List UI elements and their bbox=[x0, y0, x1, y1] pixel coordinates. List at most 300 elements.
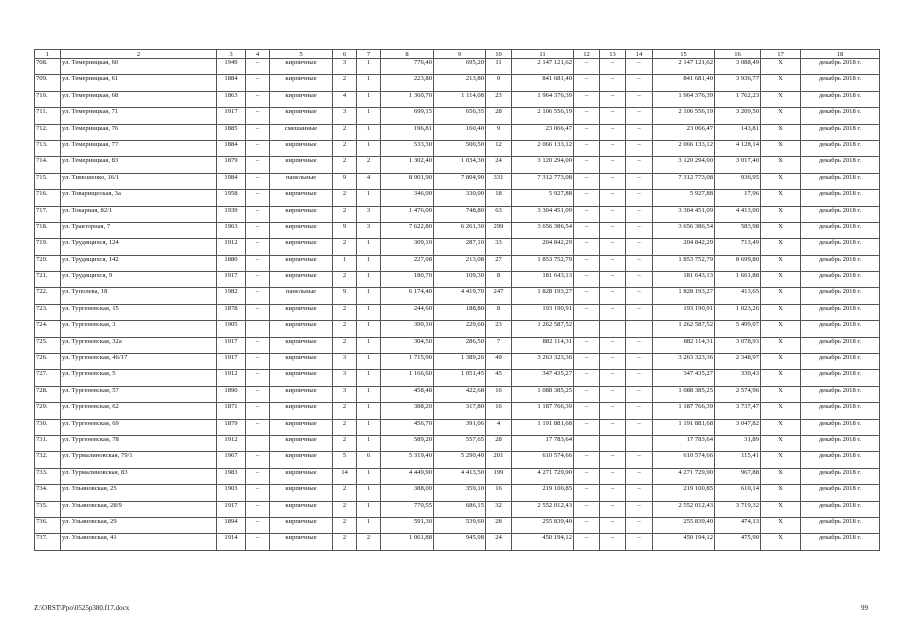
table-cell: – bbox=[626, 354, 653, 370]
table-cell: 1 187 766,39 bbox=[512, 403, 574, 419]
table-cell: 1 bbox=[357, 501, 381, 517]
table-cell: 1 bbox=[357, 91, 381, 107]
table-cell: 0 bbox=[486, 75, 512, 91]
table-cell bbox=[600, 435, 626, 451]
table-cell: 737. bbox=[35, 534, 61, 550]
column-number-cell: 18 bbox=[801, 50, 880, 59]
table-cell: 591,30 bbox=[381, 517, 434, 533]
table-cell: – bbox=[246, 386, 270, 402]
table-cell: X bbox=[761, 321, 801, 337]
table-cell: X bbox=[761, 255, 801, 271]
table-cell: декабрь 2018 г. bbox=[801, 91, 880, 107]
column-number-cell: 7 bbox=[357, 50, 381, 59]
table-cell: 882 114,31 bbox=[512, 337, 574, 353]
table-cell: декабрь 2018 г. bbox=[801, 75, 880, 91]
table-cell: – bbox=[574, 452, 600, 468]
table-cell: 1 bbox=[333, 255, 357, 271]
table-cell: кирпичные bbox=[270, 354, 333, 370]
table-cell: 213,80 bbox=[434, 75, 486, 91]
table-cell: 3 017,40 bbox=[715, 157, 761, 173]
table-cell: 31,89 bbox=[715, 435, 761, 451]
table-cell: 347 435,27 bbox=[512, 370, 574, 386]
table-cell: 1912 bbox=[217, 435, 246, 451]
table-cell: 5 319,40 bbox=[381, 452, 434, 468]
table-row bbox=[35, 534, 880, 550]
table-cell: декабрь 2018 г. bbox=[801, 206, 880, 222]
table-cell: – bbox=[574, 304, 600, 320]
table-cell: – bbox=[246, 59, 270, 75]
table-cell: декабрь 2018 г. bbox=[801, 304, 880, 320]
table-cell: – bbox=[626, 173, 653, 189]
table-cell: 1 bbox=[357, 419, 381, 435]
table-cell: 1 360,70 bbox=[381, 91, 434, 107]
table-cell: – bbox=[626, 370, 653, 386]
table-cell: – bbox=[246, 288, 270, 304]
table-cell: X bbox=[761, 75, 801, 91]
table-cell: 1 302,40 bbox=[381, 157, 434, 173]
table-cell: – bbox=[600, 157, 626, 173]
table-cell: 1 bbox=[357, 517, 381, 533]
table-cell: – bbox=[626, 452, 653, 468]
table-cell: 882 114,31 bbox=[653, 337, 715, 353]
table-cell bbox=[246, 435, 270, 451]
table-cell: 2 552 012,43 bbox=[653, 501, 715, 517]
table-cell: 3 737,47 bbox=[715, 403, 761, 419]
housing-table bbox=[34, 49, 880, 551]
table-cell: 748,80 bbox=[434, 206, 486, 222]
table-cell: – bbox=[246, 468, 270, 484]
table-cell: – bbox=[600, 501, 626, 517]
table-cell: – bbox=[246, 222, 270, 238]
table-cell: 8 901,90 bbox=[381, 173, 434, 189]
table-cell: 181 643,13 bbox=[512, 272, 574, 288]
table-cell: 213,08 bbox=[434, 255, 486, 271]
table-cell: 533,30 bbox=[381, 140, 434, 156]
table-cell: 1 051,45 bbox=[434, 370, 486, 386]
table-cell: 143,81 bbox=[715, 124, 761, 140]
table-cell: – bbox=[626, 468, 653, 484]
table-cell: 841 681,40 bbox=[653, 75, 715, 91]
table-cell: – bbox=[626, 403, 653, 419]
table-cell: X bbox=[761, 386, 801, 402]
table-cell: декабрь 2018 г. bbox=[801, 501, 880, 517]
column-number-cell: 1 bbox=[35, 50, 61, 59]
table-cell: X bbox=[761, 501, 801, 517]
table-cell: 388,20 bbox=[381, 403, 434, 419]
table-cell: X bbox=[761, 337, 801, 353]
table-cell: 304,50 bbox=[381, 337, 434, 353]
table-cell: – bbox=[246, 534, 270, 550]
table-cell: 2 bbox=[333, 403, 357, 419]
table-cell: 2 bbox=[357, 534, 381, 550]
table-cell: 699,15 bbox=[381, 108, 434, 124]
table-cell: кирпичные bbox=[270, 435, 333, 451]
table-cell: 5 927,88 bbox=[653, 190, 715, 206]
table-cell: 4 419,70 bbox=[434, 288, 486, 304]
table-cell: – bbox=[626, 485, 653, 501]
table-cell: декабрь 2018 г. bbox=[801, 452, 880, 468]
table-cell: – bbox=[600, 206, 626, 222]
table-cell: – bbox=[246, 255, 270, 271]
table-cell: 3 656 386,54 bbox=[512, 222, 574, 238]
table-cell: 1 262 587,52 bbox=[653, 321, 715, 337]
table-cell: кирпичные bbox=[270, 140, 333, 156]
column-number-cell: 6 bbox=[333, 50, 357, 59]
table-cell: кирпичные bbox=[270, 321, 333, 337]
table-cell: 557,65 bbox=[434, 435, 486, 451]
document-page bbox=[34, 49, 879, 551]
table-cell: 3 936,77 bbox=[715, 75, 761, 91]
table-cell: 967,88 bbox=[715, 468, 761, 484]
table-cell: – bbox=[600, 337, 626, 353]
table-cell: декабрь 2018 г. bbox=[801, 157, 880, 173]
table-cell: ул. Тургеневская, 78 bbox=[61, 435, 217, 451]
table-cell: – bbox=[574, 140, 600, 156]
table-row bbox=[35, 108, 880, 124]
table-cell: 1 034,30 bbox=[434, 157, 486, 173]
table-cell: 539,60 bbox=[434, 517, 486, 533]
table-cell: X bbox=[761, 534, 801, 550]
table-cell: ул. Тракторная, 7 bbox=[61, 222, 217, 238]
table-cell: кирпичные bbox=[270, 403, 333, 419]
table-cell: декабрь 2018 г. bbox=[801, 370, 880, 386]
table-cell: – bbox=[574, 501, 600, 517]
table-cell: ул. Тургеневская, 62 bbox=[61, 403, 217, 419]
table-cell: – bbox=[626, 140, 653, 156]
table-cell: 3 bbox=[333, 354, 357, 370]
table-cell: – bbox=[574, 91, 600, 107]
table-cell: ул. Темерницкая, 77 bbox=[61, 140, 217, 156]
table-cell: 1 bbox=[357, 468, 381, 484]
column-number-cell: 10 bbox=[486, 50, 512, 59]
table-cell: 2 106 556,19 bbox=[512, 108, 574, 124]
table-cell: X bbox=[761, 108, 801, 124]
table-cell: X bbox=[761, 485, 801, 501]
table-cell: 2 348,97 bbox=[715, 354, 761, 370]
table-cell: декабрь 2018 г. bbox=[801, 140, 880, 156]
table-cell: 287,10 bbox=[434, 239, 486, 255]
table-cell bbox=[600, 321, 626, 337]
table-cell: 474,13 bbox=[715, 517, 761, 533]
table-cell: 1 828 193,27 bbox=[512, 288, 574, 304]
table-cell: 17,96 bbox=[715, 190, 761, 206]
table-cell: – bbox=[246, 190, 270, 206]
table-cell: декабрь 2018 г. bbox=[801, 403, 880, 419]
table-cell: – bbox=[626, 157, 653, 173]
table-cell: – bbox=[600, 272, 626, 288]
table-cell: 1 476,00 bbox=[381, 206, 434, 222]
table-cell: 4 bbox=[486, 419, 512, 435]
column-number-cell: 3 bbox=[217, 50, 246, 59]
table-cell: 5 499,07 bbox=[715, 321, 761, 337]
table-cell: 3 656 386,54 bbox=[653, 222, 715, 238]
table-cell: – bbox=[600, 419, 626, 435]
table-row bbox=[35, 354, 880, 370]
table-cell: 2 bbox=[333, 304, 357, 320]
table-cell: – bbox=[246, 452, 270, 468]
table-row bbox=[35, 255, 880, 271]
column-number-cell: 14 bbox=[626, 50, 653, 59]
table-cell: 8 699,80 bbox=[715, 255, 761, 271]
table-cell: X bbox=[761, 304, 801, 320]
table-cell: 722. bbox=[35, 288, 61, 304]
table-cell: 589,20 bbox=[381, 435, 434, 451]
table-cell: 1 bbox=[357, 255, 381, 271]
table-cell: 4 bbox=[333, 91, 357, 107]
table-cell: 4 271 729,90 bbox=[512, 468, 574, 484]
table-cell: 1879 bbox=[217, 419, 246, 435]
table-cell: 9 bbox=[486, 124, 512, 140]
table-cell: 2 bbox=[333, 501, 357, 517]
table-cell: 1 166,60 bbox=[381, 370, 434, 386]
table-cell: 2 bbox=[333, 272, 357, 288]
table-cell: кирпичные bbox=[270, 108, 333, 124]
table-cell: – bbox=[626, 222, 653, 238]
table-cell: ул. Ульяновская, 29 bbox=[61, 517, 217, 533]
table-cell: – bbox=[246, 517, 270, 533]
table-cell: – bbox=[246, 354, 270, 370]
table-cell: кирпичные bbox=[270, 239, 333, 255]
column-number-cell: 9 bbox=[434, 50, 486, 59]
table-cell: 1939 bbox=[217, 206, 246, 222]
table-cell: – bbox=[574, 157, 600, 173]
table-cell: кирпичные bbox=[270, 386, 333, 402]
table-cell: 16 bbox=[486, 485, 512, 501]
table-cell: 7 622,80 bbox=[381, 222, 434, 238]
table-cell: кирпичные bbox=[270, 452, 333, 468]
table-row bbox=[35, 222, 880, 238]
table-cell: – bbox=[246, 239, 270, 255]
table-cell: 3 263 323,36 bbox=[512, 354, 574, 370]
table-cell: 299 bbox=[486, 222, 512, 238]
table-cell: 3 088,49 bbox=[715, 59, 761, 75]
table-cell: 1 853 752,79 bbox=[653, 255, 715, 271]
table-cell: 717. bbox=[35, 206, 61, 222]
table-cell: 1914 bbox=[217, 534, 246, 550]
column-number-cell: 16 bbox=[715, 50, 761, 59]
table-cell: 1871 bbox=[217, 403, 246, 419]
table-cell: 2 bbox=[333, 337, 357, 353]
table-cell: смешанные bbox=[270, 124, 333, 140]
table-cell: 16 bbox=[486, 386, 512, 402]
table-cell: 1912 bbox=[217, 370, 246, 386]
table-cell: 7 804,90 bbox=[434, 173, 486, 189]
table-cell: 23 bbox=[486, 321, 512, 337]
table-cell: ул. Тургеневская, 46/17 bbox=[61, 354, 217, 370]
table-row bbox=[35, 485, 880, 501]
table-cell: 346,00 bbox=[381, 190, 434, 206]
table-cell: – bbox=[574, 468, 600, 484]
table-cell: 1884 bbox=[217, 75, 246, 91]
table-cell: декабрь 2018 г. bbox=[801, 354, 880, 370]
table-cell: – bbox=[246, 304, 270, 320]
table-cell: 422,68 bbox=[434, 386, 486, 402]
table-cell: 193 190,91 bbox=[653, 304, 715, 320]
table-cell: 1 bbox=[357, 354, 381, 370]
table-cell bbox=[626, 321, 653, 337]
table-cell: 193 190,91 bbox=[512, 304, 574, 320]
table-cell: – bbox=[574, 239, 600, 255]
table-cell: 1 389,26 bbox=[434, 354, 486, 370]
table-cell: 18 bbox=[486, 190, 512, 206]
table-cell: 160,40 bbox=[434, 124, 486, 140]
table-cell: 223,80 bbox=[381, 75, 434, 91]
table-cell: ул. Токарная, 82/1 bbox=[61, 206, 217, 222]
table-cell: 286,50 bbox=[434, 337, 486, 353]
table-cell: декабрь 2018 г. bbox=[801, 124, 880, 140]
table-cell: – bbox=[246, 91, 270, 107]
table-cell: 2 bbox=[333, 534, 357, 550]
table-cell: X bbox=[761, 91, 801, 107]
table-cell: ул. Товарищеская, 3а bbox=[61, 190, 217, 206]
table-cell: – bbox=[574, 272, 600, 288]
table-cell: 12 bbox=[486, 140, 512, 156]
table-cell: 656,35 bbox=[434, 108, 486, 124]
table-cell: – bbox=[246, 337, 270, 353]
table-row bbox=[35, 288, 880, 304]
table-cell: 728. bbox=[35, 386, 61, 402]
table-cell: 1 bbox=[357, 485, 381, 501]
table-cell: кирпичные bbox=[270, 337, 333, 353]
table-cell: 1 bbox=[357, 403, 381, 419]
table-cell: 3 bbox=[333, 108, 357, 124]
table-cell: 388,00 bbox=[381, 485, 434, 501]
table-cell: 32 bbox=[486, 501, 512, 517]
table-cell: 583,98 bbox=[715, 222, 761, 238]
table-cell: 1879 bbox=[217, 157, 246, 173]
table-cell: 1 bbox=[357, 321, 381, 337]
table-cell: кирпичные bbox=[270, 304, 333, 320]
table-cell: декабрь 2018 г. bbox=[801, 337, 880, 353]
table-cell: – bbox=[246, 124, 270, 140]
column-number-row bbox=[35, 50, 880, 59]
table-cell: 1917 bbox=[217, 501, 246, 517]
table-cell: – bbox=[626, 239, 653, 255]
table-cell: ул. Трудящихся, 9 bbox=[61, 272, 217, 288]
table-cell: 5 bbox=[333, 452, 357, 468]
table-cell: 331 bbox=[486, 173, 512, 189]
table-cell: 450 194,12 bbox=[512, 534, 574, 550]
table-cell: 686,15 bbox=[434, 501, 486, 517]
table-cell: – bbox=[246, 108, 270, 124]
table-cell: 181 643,13 bbox=[653, 272, 715, 288]
table-cell: 2 147 121,62 bbox=[512, 59, 574, 75]
table-cell: 244,60 bbox=[381, 304, 434, 320]
table-cell: 719. bbox=[35, 239, 61, 255]
table-cell: 7 312 773,08 bbox=[512, 173, 574, 189]
table-cell: декабрь 2018 г. bbox=[801, 419, 880, 435]
table-cell: 2 bbox=[333, 321, 357, 337]
table-cell: 1 661,88 bbox=[715, 272, 761, 288]
table-cell: 1 114,08 bbox=[434, 91, 486, 107]
table-cell: декабрь 2018 г. bbox=[801, 173, 880, 189]
column-number-cell: 2 bbox=[61, 50, 217, 59]
table-cell: 1 bbox=[357, 386, 381, 402]
table-cell: – bbox=[600, 485, 626, 501]
table-cell: – bbox=[246, 370, 270, 386]
table-cell: ул. Туполева, 18 bbox=[61, 288, 217, 304]
table-cell: ул. Темерницкая, 68 bbox=[61, 91, 217, 107]
table-cell: 1880 bbox=[217, 255, 246, 271]
table-cell: – bbox=[574, 386, 600, 402]
table-cell: 5 290,40 bbox=[434, 452, 486, 468]
table-cell: – bbox=[246, 403, 270, 419]
table-cell: 1894 bbox=[217, 517, 246, 533]
table-cell: 770,55 bbox=[381, 501, 434, 517]
table-cell: – bbox=[600, 452, 626, 468]
table-cell: – bbox=[626, 91, 653, 107]
table-cell: 723. bbox=[35, 304, 61, 320]
table-cell: – bbox=[600, 59, 626, 75]
table-cell: – bbox=[246, 173, 270, 189]
table-cell bbox=[574, 435, 600, 451]
table-cell: 196,81 bbox=[381, 124, 434, 140]
table-cell: – bbox=[626, 337, 653, 353]
table-cell: декабрь 2018 г. bbox=[801, 222, 880, 238]
table-cell: – bbox=[626, 534, 653, 550]
table-cell: 17 783,64 bbox=[512, 435, 574, 451]
table-cell: декабрь 2018 г. bbox=[801, 534, 880, 550]
table-cell: X bbox=[761, 173, 801, 189]
table-cell: X bbox=[761, 59, 801, 75]
table-cell: – bbox=[626, 124, 653, 140]
table-cell: 1 bbox=[357, 272, 381, 288]
table-cell: – bbox=[246, 419, 270, 435]
table-cell: декабрь 2018 г. bbox=[801, 288, 880, 304]
table-cell: 727. bbox=[35, 370, 61, 386]
table-cell: 736. bbox=[35, 517, 61, 533]
table-cell: X bbox=[761, 435, 801, 451]
file-path: Z:\ORST\Ppo\0525p380.f17.docx bbox=[34, 604, 130, 612]
table-cell: 1 853 752,79 bbox=[512, 255, 574, 271]
table-cell: 3 120 294,00 bbox=[512, 157, 574, 173]
table-cell: 413,65 bbox=[715, 288, 761, 304]
table-cell: 2 bbox=[333, 190, 357, 206]
table-cell: 180,70 bbox=[381, 272, 434, 288]
table-cell: – bbox=[626, 75, 653, 91]
table-cell: – bbox=[626, 304, 653, 320]
table-cell: декабрь 2018 г. bbox=[801, 321, 880, 337]
table-cell: X bbox=[761, 124, 801, 140]
table-cell: – bbox=[574, 124, 600, 140]
table-cell: – bbox=[600, 124, 626, 140]
table-cell: 1 762,23 bbox=[715, 91, 761, 107]
table-cell: ул. Темерницкая, 83 bbox=[61, 157, 217, 173]
table-cell: 4 449,90 bbox=[381, 468, 434, 484]
table-cell: – bbox=[600, 190, 626, 206]
table-cell: 7 bbox=[486, 337, 512, 353]
table-cell: 330,00 bbox=[434, 190, 486, 206]
table-cell: – bbox=[574, 75, 600, 91]
table-cell: – bbox=[246, 206, 270, 222]
table-cell: – bbox=[246, 140, 270, 156]
table-cell: 6 174,40 bbox=[381, 288, 434, 304]
table-cell: 2 066 133,12 bbox=[512, 140, 574, 156]
column-number-cell: 8 bbox=[381, 50, 434, 59]
table-cell: 1958 bbox=[217, 190, 246, 206]
table-cell: X bbox=[761, 222, 801, 238]
table-cell: 1949 bbox=[217, 59, 246, 75]
table-cell: 730. bbox=[35, 419, 61, 435]
table-cell: 7 312 773,08 bbox=[653, 173, 715, 189]
table-cell: 610 574,66 bbox=[512, 452, 574, 468]
table-cell: 201 bbox=[486, 452, 512, 468]
table-cell: X bbox=[761, 517, 801, 533]
table-cell: – bbox=[626, 108, 653, 124]
table-cell: 3 719,32 bbox=[715, 501, 761, 517]
table-cell: – bbox=[246, 157, 270, 173]
table-cell: декабрь 2018 г. bbox=[801, 468, 880, 484]
